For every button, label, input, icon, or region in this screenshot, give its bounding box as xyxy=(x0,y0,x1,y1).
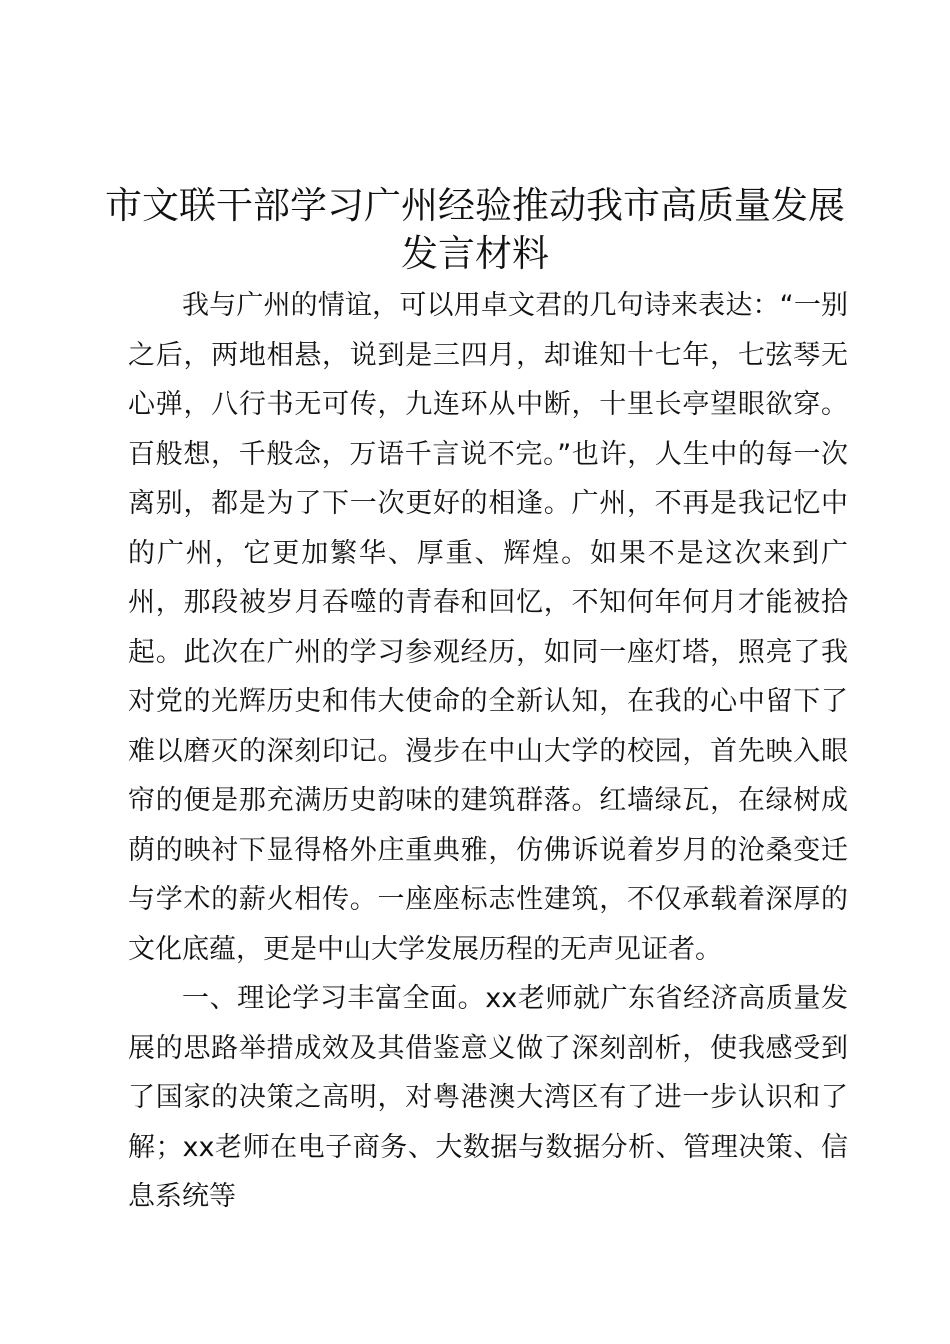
body-paragraph-intro: 我与广州的情谊，可以用卓文君的几句诗来表达：“一别之后，两地相悬，说到是三四月，却谁知十七年，七弦琴无心弹，八行书无可传，九连环从中断，十里长亭望眼欲穿。百般想，千般念，万语千言说不完。”也许，人生中的每一次离别，都是为了下一次更好的相逢。广州，不再是我记忆中的广州，它更加繁华、厚重、辉煌。如果不是这次来到广州，那段被岁月吞噬的青春和回忆，不知何年何月才能被拾起。此次在广州的学习参观经历，如同一座灯塔，照亮了我对党的光辉历史和伟大使命的全新认知，在我的心中留下了难以磨灭的深刻印记。漫步在中山大学的校园，首先映入眼帘的便是那充满历史韵味的建筑群落。红墙绿瓦，在绿树成荫的映衬下显得格外庄重典雅，仿佛诉说着岁月的沧桑变迁与学术的薪火相传。一座座标志性建筑，不仅承载着深厚的文化底蕴，更是中山大学发展历程的无声见证者。 xyxy=(128,290,848,965)
body-paragraph-section-1: 一、理论学习丰富全面。xx老师就广东省经济高质量发展的思路举措成效及其借鉴意义做了深刻剖析，使我感受到了国家的决策之高明，对粤港澳大湾区有了进一步认识和了解；xx老师在电子商务、大数据与数据分析、管理决策、信息系统等 xyxy=(128,983,848,1212)
document-title-line-2: 发言材料 xyxy=(401,232,549,275)
document-title-line-1: 市文联干部学习广州经验推动我市高质量发展 xyxy=(105,184,845,227)
